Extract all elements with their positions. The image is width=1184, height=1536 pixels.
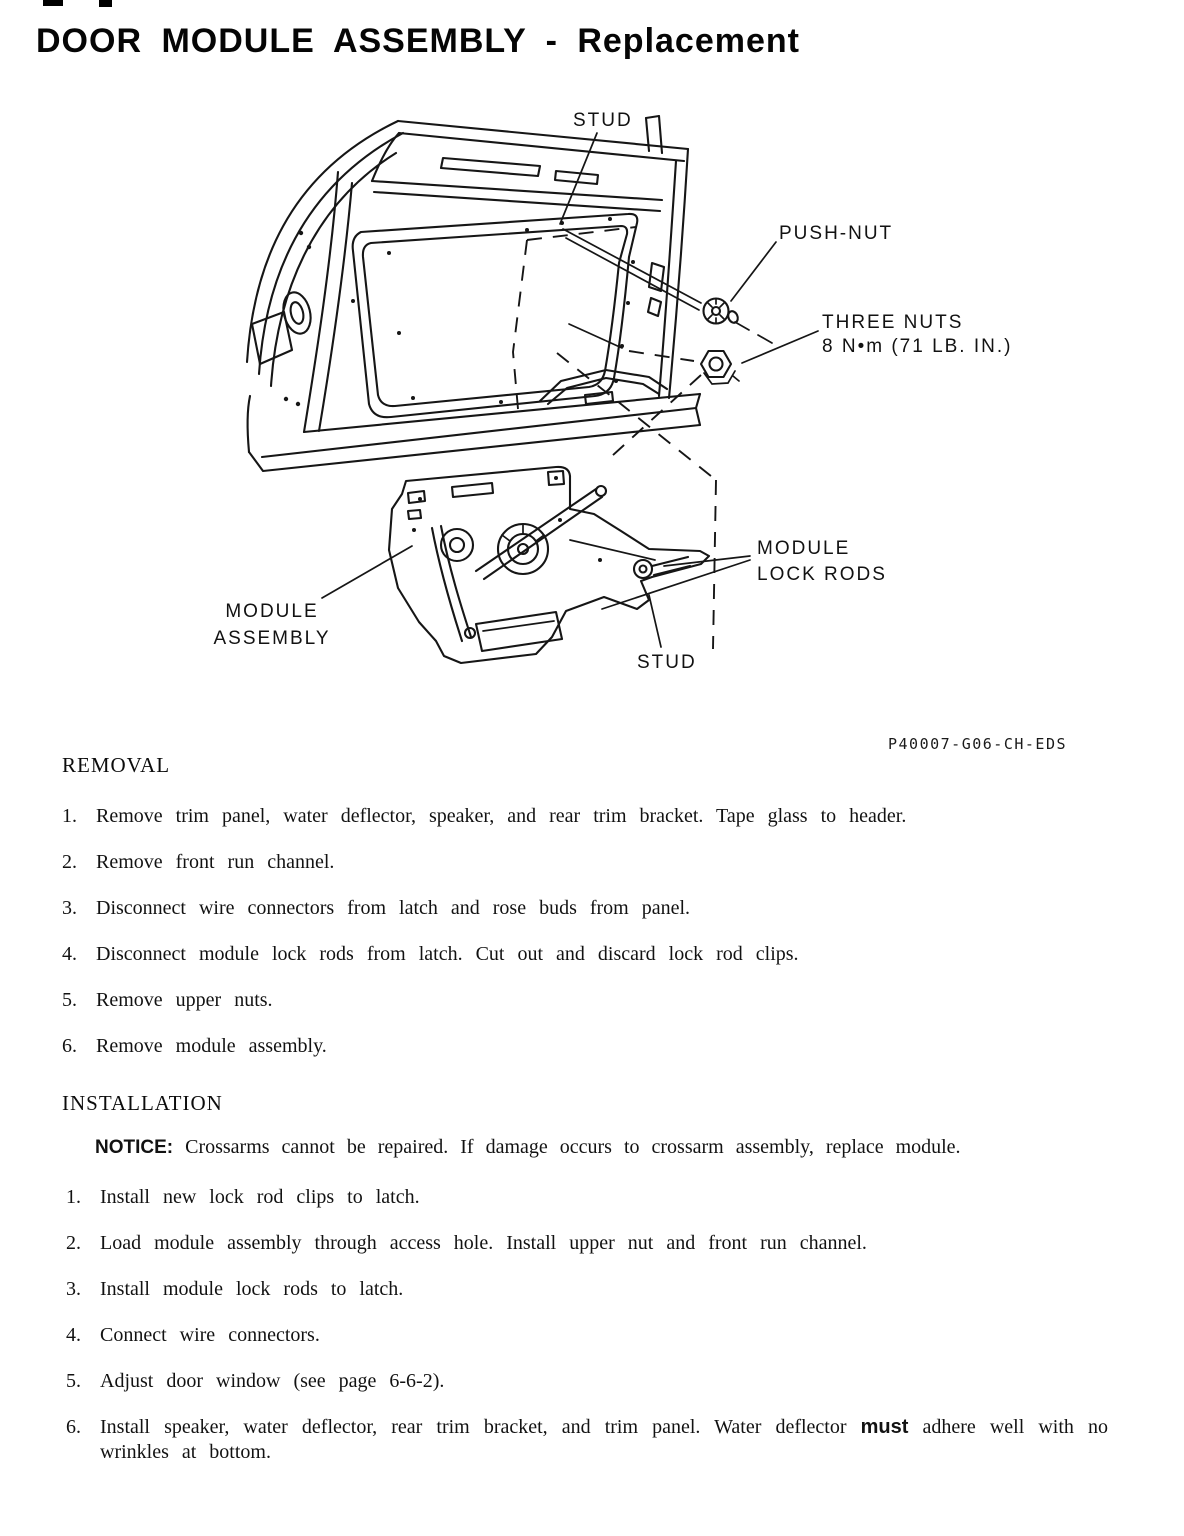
label-stud-bottom: STUD: [637, 652, 697, 673]
module-assembly-illustration: [389, 467, 709, 663]
removal-step-6: 6. Remove module assembly.: [62, 1035, 327, 1057]
page-title: DOOR MODULE ASSEMBLY - Replacement: [36, 22, 800, 60]
door-illustration: [247, 116, 700, 471]
label-three-nuts-torque: 8 N•m (71 LB. IN.): [822, 336, 1013, 357]
removal-step-1: 1. Remove trim panel, water deflector, speaker, and rear trim bracket. Tape glass to header.: [62, 805, 907, 827]
figure-reference-code: P40007-G06-CH-EDS: [888, 735, 1068, 753]
removal-step-2: 2. Remove front run channel.: [62, 851, 335, 873]
removal-heading: REMOVAL: [62, 753, 171, 777]
label-module-lock-rods-2: LOCK RODS: [757, 564, 887, 585]
procedure-text: [62, 753, 1118, 1486]
removal-steps: [62, 804, 1118, 1059]
label-three-nuts: THREE NUTS: [822, 312, 964, 333]
installation-notice: NOTICE: Crossarms cannot be repaired. If damage occurs to crossarm assembly, replace module.: [95, 1136, 961, 1158]
scan-artifact: [43, 0, 63, 6]
label-push-nut: PUSH-NUT: [779, 223, 894, 244]
push-nut-icon: [704, 299, 740, 325]
label-stud-top: STUD: [573, 110, 633, 131]
door-module-diagram: [0, 95, 1184, 755]
removal-step-5: 5. Remove upper nuts.: [62, 989, 273, 1011]
installation-step-4: 4. Connect wire connectors.: [66, 1324, 320, 1346]
installation-step-5: 5. Adjust door window (see page 6-6-2).: [66, 1370, 445, 1392]
scan-artifact: [99, 0, 112, 7]
installation-heading: INSTALLATION: [62, 1091, 223, 1115]
emphasis-must: must: [860, 1416, 909, 1438]
notice-label: NOTICE:: [95, 1137, 174, 1158]
removal-step-3: 3. Disconnect wire connectors from latch and rose buds from panel.: [62, 897, 691, 919]
installation-step-3: 3. Install module lock rods to latch.: [66, 1278, 404, 1300]
hex-nut-icon: [701, 351, 739, 384]
leader-lines: [322, 133, 818, 647]
label-module-assembly-2: ASSEMBLY: [213, 628, 331, 649]
label-module-assembly-1: MODULE: [225, 601, 319, 622]
hidden-lines: [513, 227, 716, 649]
installation-step-6: 6. Install speaker, water deflector, rear trim bracket, and trim panel. Water deflector must adhere well with no wrinkles at bottom.: [66, 1416, 1108, 1463]
label-module-lock-rods-1: MODULE: [757, 538, 851, 559]
installation-step-2: 2. Load module assembly through access hole. Install upper nut and front run channel.: [66, 1232, 867, 1254]
installation-step-1: 1. Install new lock rod clips to latch.: [66, 1186, 420, 1208]
installation-steps: [62, 1185, 1118, 1465]
removal-step-4: 4. Disconnect module lock rods from latch. Cut out and discard lock rod clips.: [62, 943, 799, 965]
